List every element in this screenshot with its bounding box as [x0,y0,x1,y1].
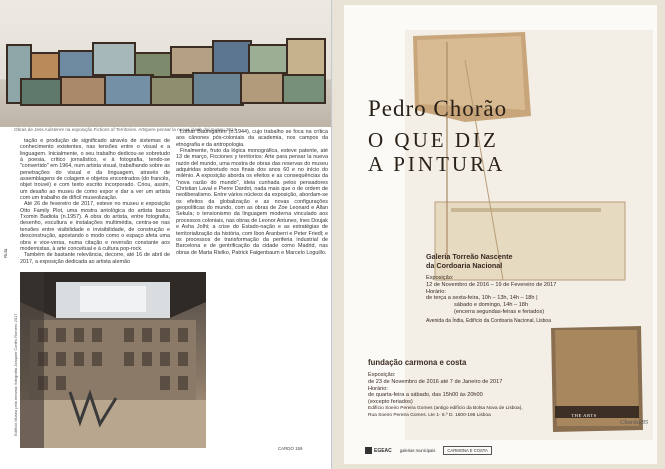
detail-line: de terça a sexta-feira, 10h – 13h, 14h – 18h | [426,295,538,302]
detail-line: Edifício Soeiro Pereira Gomes (antigo edifício da Bolsa Nova de Lisboa), [368,405,523,411]
page-number: CARDO 159 [278,446,303,451]
paragraph: tação e produção de significado através de sistemas de conhecimento existentes, nas tensões entre o visual e a linguagem. Inicialmente, o seu trabalho dedicou-se sobretudo à poesia, crítico jornalístico, e à fotografia, tendo-se "convertido" em 1964, num artista visual, trabalhando sobre as penetrações do visual e da linguagem, através de assemblagens de colagem e objetos encontrados (do francês, objet trouvé) e com texto escrito incorporado. Criou, assim, um desafio ao museu de como expor e dar a ver um artista com um trabalho de difícil museolização. [20,138,170,202]
venue-2-name: fundação carmona e costa [368,358,467,367]
detail-line: Horário: [368,385,388,392]
venue-1-name [426,253,513,270]
detail-line: (encerra segundas-feiras e feriados) [454,308,545,315]
artist-signature: Chorão/85 [620,419,649,426]
detail-line: Exposição: [426,275,454,281]
venue-1-line: Galeria Torreão Nascente [426,252,513,261]
venue-2-details [368,372,523,420]
detail-line: Exposição: [368,372,396,378]
detail-line: (excepto feriados) [368,399,413,406]
title-line-2: A PINTURA [368,152,506,176]
side-label: Ruta [3,248,8,258]
logo-mark-icon [365,447,372,454]
detail-line: Horário: [426,288,446,295]
detail-line: Rua Soeiro Pereira Gomes. Lte 1- 6.º D. 1600-196 Lisboa [368,412,491,418]
arts-label: THE ARTS [571,413,597,418]
detail-line: sábado e domingo, 14h – 18h [454,302,529,309]
museum-courtyard-photo [20,272,206,448]
detail-line: Avenida da Índia, Edifício da Cordoaria Nacional, Lisboa [426,317,551,324]
egeac-logo: EGEAC [365,447,392,454]
article-column-2 [176,129,328,256]
article-column-1 [20,138,170,265]
courtyard-image [20,272,206,448]
detail-line: de quarta-feira a sábado, das 15h00 às 20h00 [368,392,483,399]
artist-name: Pedro Chorão [368,96,508,121]
gallery-photo-stacked-frames [0,0,331,127]
paragraph: Também de bastante relevância, decorre, até 16 de abril de 2017, a exposição dedicada ao artista alemão [20,252,170,265]
detail-line: de 23 de Novembro de 2016 até 7 de Janeiro de 2017 [368,378,503,385]
bottom-photo-caption: Edifício Museu pela mesma: fotografia Joaquim Cortês Romero 2017 [13,313,18,436]
paragraph: Até 26 de fevereiro de 2017, esteve no museu e exposição Otto Family Plot, uma mostra antológica do artista basco Txomin Badiola (n.1957). A obra do artista, entre fotografia, desenho, escultura e instalações multimédia, centra-se nas tensões entre visibilidade e invisibilidade, de construção e desconstrução, apostando o modo como o espaço afeta uma obra e vice-versa, numa citação e reversão constante aos modernistas, à arte conceitual e à cultura pop-rock. [20,201,170,252]
carmona-logo: CARMONA E COSTA [443,446,491,455]
venue-1-line: da Cordoaria Nacional [426,260,503,270]
galerias-logo: galerias municipais [399,448,436,453]
paragraph: Lothar Baumgarten (n.1944), cujo trabalho se foca na crítica aos cânones pós-coloniais da academia, nos campos da etnografia e da antropologia. [176,129,328,148]
top-photo-caption: Obras de Jess Aulstenre na exposição Fictions of Territories. Artspere pensar la nueva idade del museu 2014 [14,127,237,132]
venue-1-details [426,275,556,325]
sponsor-logos [365,446,492,455]
paragraph: Finalmente, fruto da lógica monográfica, esteve patente, até 13 de março, Ficciones y territorios: Arte para pensar la nueva razón del mundo, uma mostra de obras das reservas do museu adquiridas sobretudo nos finais dos anos 60 e no início do milénio. A exposição aborda os efeitos e as consequências da "nova razão do mundo", ideia cunhada pelos pensadores Christian Laval e Pierre Dardot, nada mais que o de ordem de neoliberalismo. Entre vários núcleos da exposição, abordam-se os efeitos da globalização e as novas configurações geopolíticas do mundo, com as obras de Zoe Leonard e Allan Sekula; o tensionismo da linguagem moderna vinculado aos processos coloniais, nas obras de Leonor Antunes, Ines Doujak e Asha Jolhi; a crise do Estado-nação e as estratégias de territorialização da história, com Ibon Aranberri e Peter Friedl; e os processos de transformação da periferia industrial de Barcelona e de gentrificação da cidade como Madrid, nas obras de Marta Rielko, Patrick Faigenbaum e Marcelo Loguillo. [176,148,328,256]
title-line-1: O QUE DIZ [368,128,499,152]
exhibition-title [368,128,505,176]
detail-line: 12 de Novembro de 2016 – 19 de Fevereiro de 2017 [426,281,557,288]
